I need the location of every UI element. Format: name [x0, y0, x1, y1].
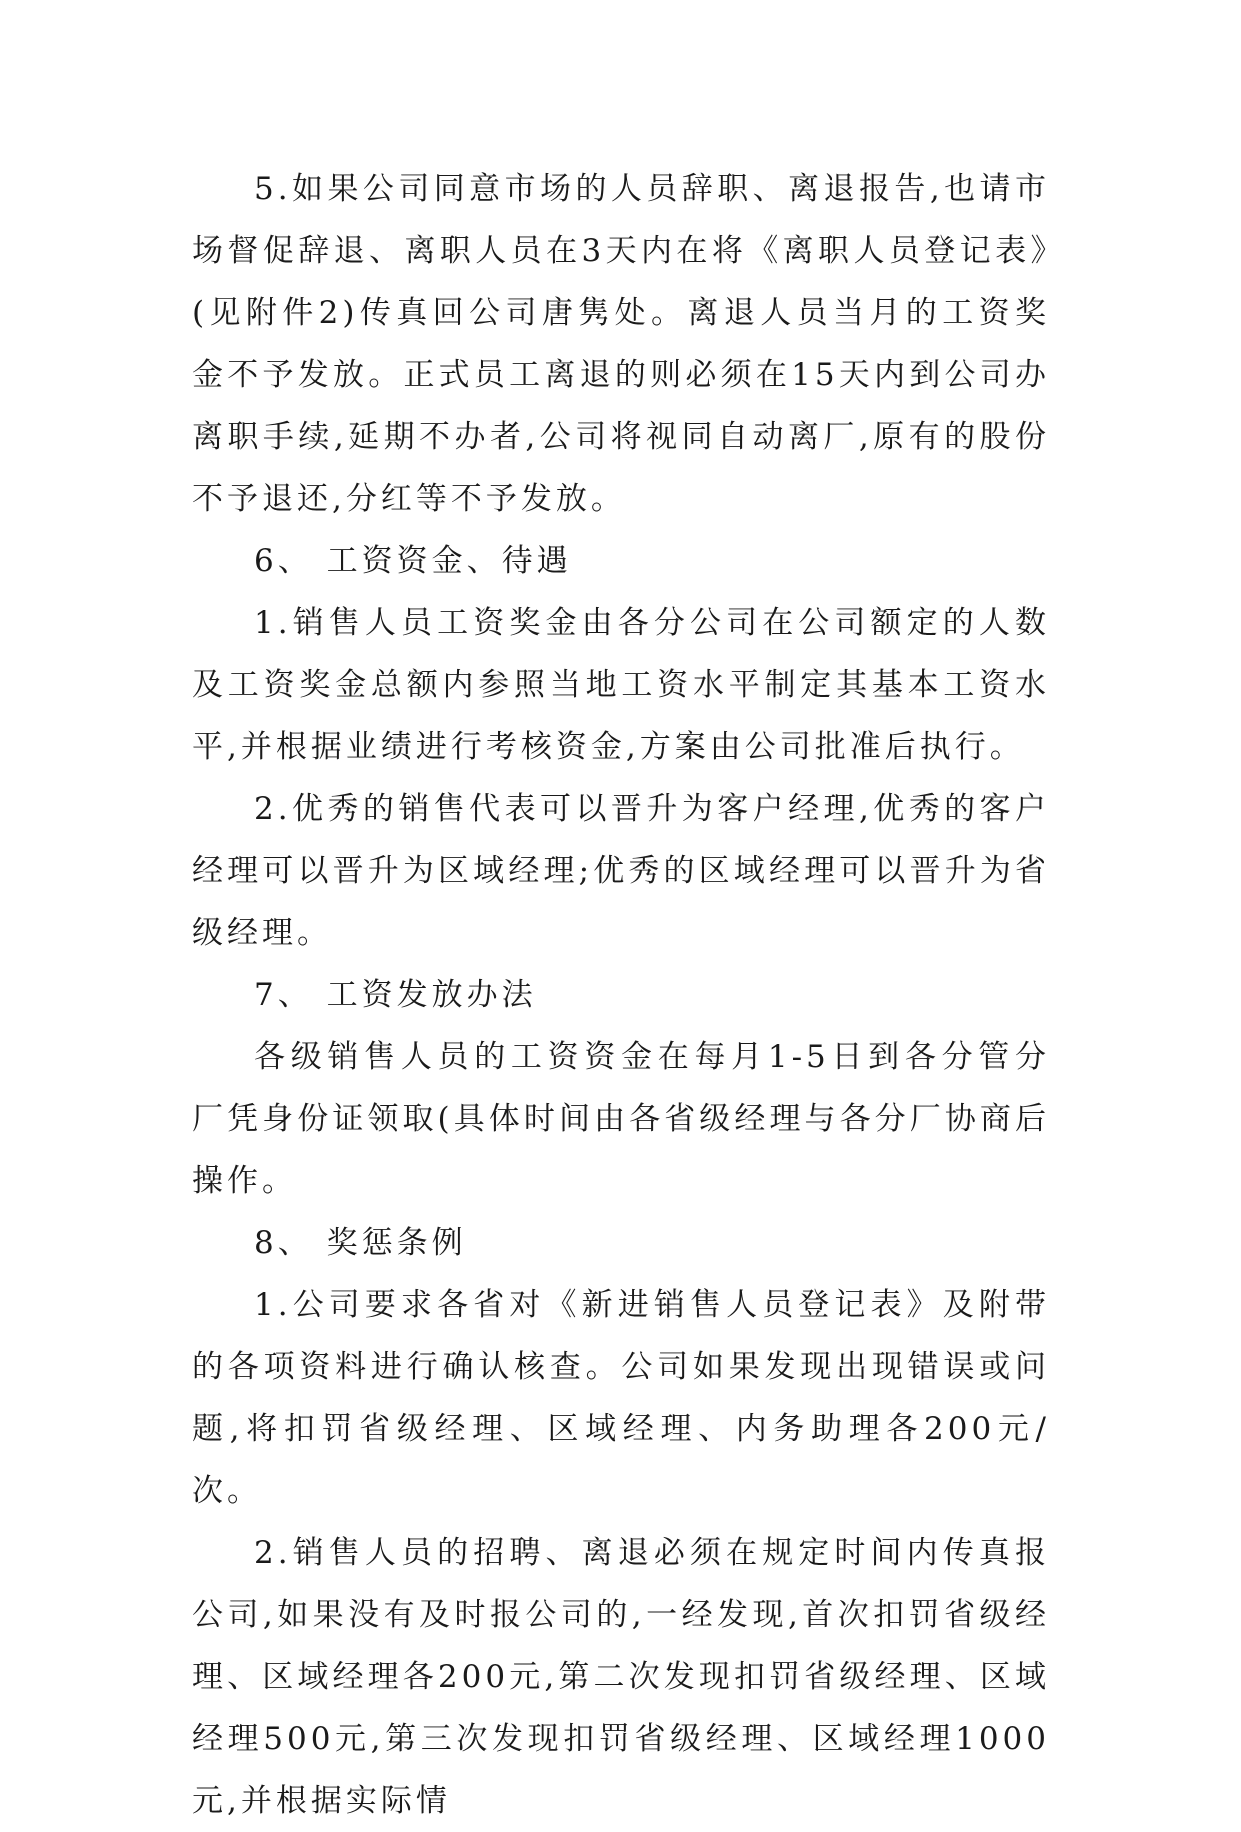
- document-body: [192, 158, 1050, 1832]
- paragraph-promotion: 2.优秀的销售代表可以晋升为客户经理,优秀的客户经理可以晋升为区域经理;优秀的区域经理可以晋升为省级经理。: [192, 791, 1050, 951]
- paragraph-salary-setting: 1.销售人员工资奖金由各分公司在公司额定的人数及工资奖金总额内参照当地工资水平制定其基本工资水平,并根据业绩进行考核资金,方案由公司批准后执行。: [192, 605, 1050, 765]
- paragraph-resignation-procedure: 5.如果公司同意市场的人员辞职、离退报告,也请市场督促辞退、离职人员在3天内在将《离职人员登记表》(见附件2)传真回公司唐隽处。离退人员当月的工资奖金不予发放。正式员工离退的则必须在15天内到公司办离职手续,延期不办者,公司将视同自动离厂,原有的股份不予退还,分红等不予发放。: [192, 171, 1050, 517]
- paragraph-payment-method: 各级销售人员的工资资金在每月1-5日到各分管分厂凭身份证领取(具体时间由各省级经理与各分厂协商后操作。: [192, 1039, 1050, 1199]
- section-heading-rewards-penalties: 8、 奖惩条例: [254, 1225, 467, 1261]
- paragraph-verification-penalty: 1.公司要求各省对《新进销售人员登记表》及附带的各项资料进行确认核查。公司如果发现出现错误或问题,将扣罚省级经理、区域经理、内务助理各200元/次。: [192, 1287, 1050, 1509]
- paragraph-reporting-penalty: 2.销售人员的招聘、离退必须在规定时间内传真报公司,如果没有及时报公司的,一经发现,首次扣罚省级经理、区域经理各200元,第二次发现扣罚省级经理、区域经理500元,第三次发现扣罚省级经理、区域经理1000元,并根据实际情: [192, 1535, 1050, 1819]
- section-heading-salary-benefits: 6、 工资资金、待遇: [254, 543, 572, 579]
- section-heading-salary-payment: 7、 工资发放办法: [254, 977, 537, 1013]
